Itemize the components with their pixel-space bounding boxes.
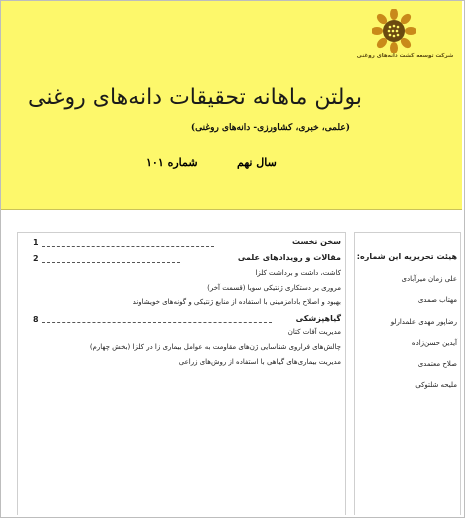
toc-leader <box>42 322 272 323</box>
board-member: آیدین حسن‌زاده <box>411 339 457 347</box>
bulletin-header <box>1 1 462 210</box>
board-title: هیئت تحریریه این شماره: <box>356 252 457 261</box>
board-member: صلاح معتمدی <box>417 360 457 368</box>
toc-item[interactable]: مدیریت بیماری‌های گیاهی با استفاده از روش‌های زراعی <box>178 358 341 366</box>
toc-heading[interactable]: مقالات و رویدادهای علمی <box>237 253 341 262</box>
toc-item[interactable]: کاشت، داشت و برداشت کلزا <box>255 269 341 277</box>
toc-leader <box>42 262 180 263</box>
bulletin-subtitle: (علمی، خبری، کشاورزی- دانه‌های روغنی) <box>190 123 350 133</box>
board-member: علی زمان میرآبادی <box>401 275 457 283</box>
board-member: ملیحه شلتوکی <box>415 381 457 389</box>
toc-item[interactable]: چالش‌های فراروی شناسایی ژن‌های مقاومت به عوامل بیماری زا در کلزا (بخش چهارم) <box>89 343 341 351</box>
logo-caption: شرکت توسعه کشت دانه‌های روغنی <box>356 53 454 59</box>
board-member: مهتاب صمدی <box>417 296 457 304</box>
toc-page-number: 8 <box>33 315 39 324</box>
toc-page-number: 2 <box>33 254 39 263</box>
board-member: رضاپور مهدی علمدارلو <box>390 318 457 326</box>
toc-heading[interactable]: گیاهپزشکی <box>295 314 341 323</box>
bulletin-title: بولتن ماهانه تحقیقات دانه‌های روغنی <box>28 85 362 110</box>
toc-item[interactable]: بهبود و اصلاح بادامزمینی با استفاده از منابع ژنتیکی و گونه‌های خویشاوند <box>132 298 341 306</box>
toc-leader <box>42 246 214 247</box>
toc-item[interactable]: مدیریت آفات کتان <box>287 328 341 336</box>
volume-year: سال نهم <box>237 156 277 169</box>
toc-heading[interactable]: سخن نخست <box>292 237 341 246</box>
toc-item[interactable]: مروری بر دستکاری ژنتیکی سویا (قسمت آخر) <box>207 284 341 292</box>
sunflower-logo-icon <box>372 9 416 53</box>
issue-number: شماره ۱۰۱ <box>146 156 198 169</box>
toc-page-number: 1 <box>33 238 39 247</box>
